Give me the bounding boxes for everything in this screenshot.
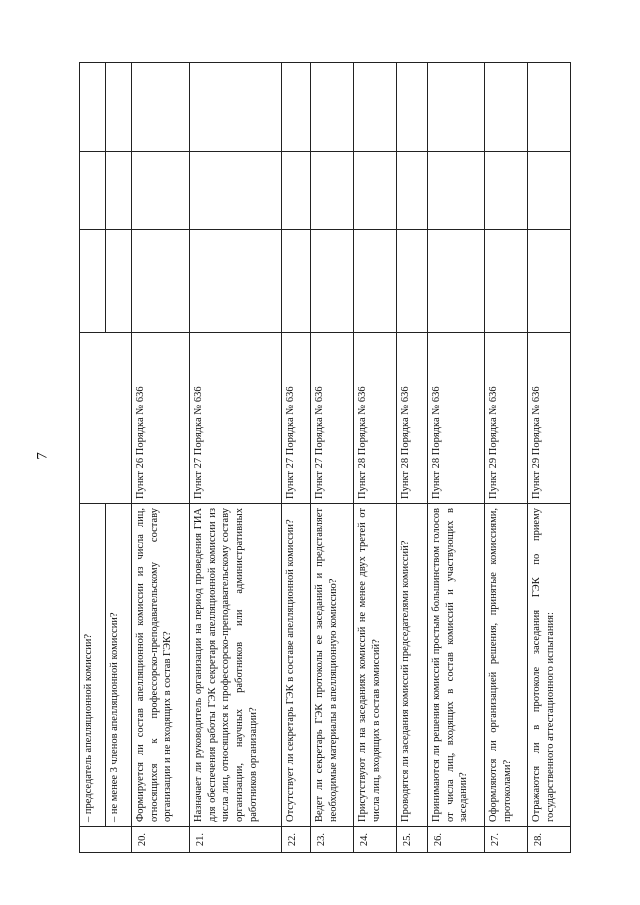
table-row — [282, 63, 311, 853]
answer-cell — [428, 63, 485, 152]
answer-cell — [354, 63, 397, 152]
reference-cell: Пункт 29 Порядка № 636 — [528, 333, 571, 504]
table-row — [190, 63, 282, 853]
answer-cell — [311, 63, 354, 152]
answer-cell — [190, 63, 282, 152]
row-number: 20. — [132, 827, 190, 853]
answer-cell — [80, 230, 106, 333]
answer-cell — [397, 230, 428, 333]
answer-cell — [132, 63, 190, 152]
row-number — [80, 827, 132, 853]
question-cell: Формируется ли состав апелляционной комиссии из числа лиц, относящихся к профессорско-преподавательскому составу организации и не входящих в состав ГЭК? — [132, 504, 190, 827]
answer-cell — [428, 152, 485, 230]
answer-cell — [354, 152, 397, 230]
reference-cell: Пункт 28 Порядка № 636 — [428, 333, 485, 504]
answer-cell — [528, 63, 571, 152]
answer-cell — [311, 230, 354, 333]
answer-cell — [397, 152, 428, 230]
table-row — [311, 63, 354, 853]
question-cell: Присутствуют ли на заседаниях комиссий не менее двух третей от числа лиц, входящих в состав комиссий? — [354, 504, 397, 827]
answer-cell — [528, 152, 571, 230]
table-row — [132, 63, 190, 853]
reference-cell: Пункт 27 Порядка № 636 — [190, 333, 282, 504]
row-number: 27. — [485, 827, 528, 853]
row-number: 21. — [190, 827, 282, 853]
answer-cell — [106, 152, 132, 230]
answer-cell — [485, 152, 528, 230]
reference-cell: Пункт 27 Порядка № 636 — [311, 333, 354, 504]
answer-cell — [132, 230, 190, 333]
answer-cell — [397, 63, 428, 152]
row-number: 26. — [428, 827, 485, 853]
reference-cell: Пункт 28 Порядка № 636 — [354, 333, 397, 504]
question-cell: Отсутствует ли секретарь ГЭК в составе апелляционной комиссии? — [282, 504, 311, 827]
answer-cell — [106, 230, 132, 333]
answer-cell — [132, 152, 190, 230]
answer-cell — [485, 63, 528, 152]
answer-cell — [282, 63, 311, 152]
question-cell: – не менее 3 членов апелляционной комиссии? — [106, 504, 132, 827]
reference-cell: Пункт 26 Порядка № 636 — [132, 333, 190, 504]
answer-cell — [428, 230, 485, 333]
answer-cell — [282, 230, 311, 333]
answer-cell — [80, 63, 106, 152]
row-number: 24. — [354, 827, 397, 853]
row-number: 28. — [528, 827, 571, 853]
answer-cell — [311, 152, 354, 230]
answer-cell — [282, 152, 311, 230]
table-row — [485, 63, 528, 853]
question-cell: Проводятся ли заседания комиссий председателями комиссий? — [397, 504, 428, 827]
table-row — [354, 63, 397, 853]
table-row — [528, 63, 571, 853]
answer-cell — [190, 152, 282, 230]
reference-cell: Пункт 29 Порядка № 636 — [485, 333, 528, 504]
row-number: 22. — [282, 827, 311, 853]
question-cell: Назначает ли руководитель организации на период проведения ГИА для обеспечения работы ГЭК секретаря апелляционной комиссии из числа лиц, относящихся к профессорско-преподавательскому составу организации, научных работников или административных работников организации? — [190, 504, 282, 827]
table-row — [397, 63, 428, 853]
answer-cell — [354, 230, 397, 333]
checklist-table — [79, 62, 571, 853]
question-cell: Ведет ли секретарь ГЭК протоколы ее заседаний и представляет необходимые материалы в апелляционную комиссию? — [311, 504, 354, 827]
page-number: 7 — [34, 452, 51, 460]
answer-cell — [528, 230, 571, 333]
checklist-table-rotated — [79, 63, 604, 853]
table-row — [80, 63, 106, 853]
reference-cell: Пункт 27 Порядка № 636 — [282, 333, 311, 504]
question-cell: Принимаются ли решения комиссий простым большинством голосов от числа лиц, входящих в состав комиссий и участвующих в заседании? — [428, 504, 485, 827]
answer-cell — [485, 230, 528, 333]
reference-cell — [80, 333, 132, 504]
answer-cell — [106, 63, 132, 152]
question-cell: Отражаются ли в протоколе заседания ГЭК по приему государственного аттестационного испытания: — [528, 504, 571, 827]
table-row — [428, 63, 485, 853]
question-cell: – председатель апелляционной комиссии? — [80, 504, 106, 827]
reference-cell: Пункт 28 Порядка № 636 — [397, 333, 428, 504]
answer-cell — [190, 230, 282, 333]
answer-cell — [80, 152, 106, 230]
question-cell: Оформляются ли организацией решения, принятые комиссиями, протоколами? — [485, 504, 528, 827]
row-number: 25. — [397, 827, 428, 853]
row-number: 23. — [311, 827, 354, 853]
